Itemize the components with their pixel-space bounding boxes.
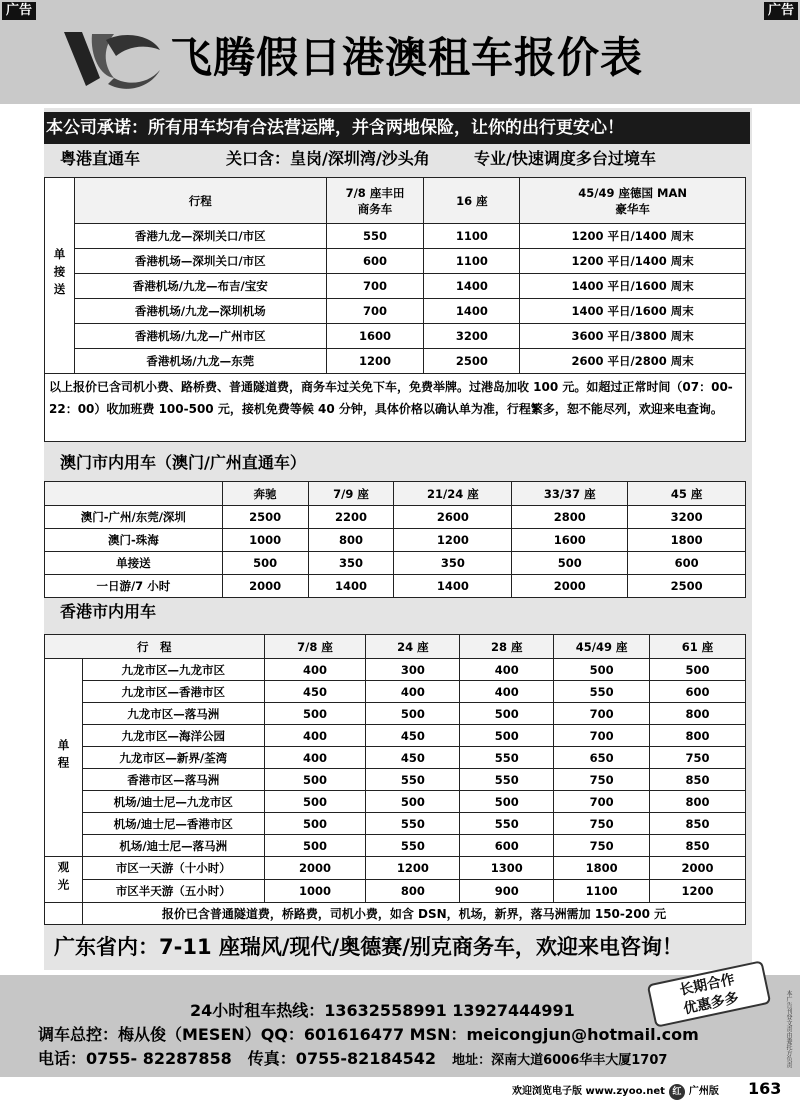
hotline: 24小时租车热线：13632558991 13927444991 [190, 1001, 575, 1020]
logo-icon [56, 26, 166, 92]
promise-banner: 本公司承诺：所有用车均有合法营运牌，并含两地保险，让你的出行更安心！ [44, 112, 750, 144]
side-label: 单接送 [45, 178, 75, 374]
hongkong-note: 报价已含普通隧道费，桥路费，司机小费，如含 DSN，机场，新界，落马洲需加 150-200 元 [82, 903, 745, 925]
table-row: 市区半天游（五小时） 1000 800 900 1100 1200 [45, 880, 746, 903]
table-row: 九龙市区—落马洲 500 500 500 700 800 [45, 703, 746, 725]
table-row: 单程 九龙市区—九龙市区 400 300 400 500 500 [45, 659, 746, 681]
crossborder-price-table [44, 177, 746, 374]
section-crossborder-service: 专业/快速调度多台过境车 [474, 149, 656, 168]
ad-label-left: 广告 [2, 2, 36, 20]
table-header-row [45, 178, 746, 224]
address: 地址：深南大道6006华丰大厦1707 [452, 1053, 668, 1068]
column-header: 16 座 [424, 178, 520, 224]
table-row: 香港机场—深圳关口/市区 600 1100 1200 平日/1400 周末 [45, 249, 746, 274]
crossborder-notes: 以上报价已含司机小费、路桥费、普通隧道费，商务车过关免下车，免费举牌。过港岛加收 100 元。如超过正常时间（07：00-22：00）收加班费 100-500 元，接机免费等候 40 分钟，具体价格以确认单为准，行程繁多，恕不能尽列，欢迎来电查询。 [44, 374, 746, 442]
table-header-row: 行 程 7/8 座 24 座 28 座 45/49 座 61 座 [45, 635, 746, 659]
promo-stamp: 长期合作 优惠多多 [647, 960, 772, 1028]
page-number: 163 [748, 1079, 782, 1098]
table-row: 观光 市区一天游（十小时） 2000 1200 1300 1800 2000 [45, 857, 746, 880]
table-row: 香港机场/九龙—广州市区 1600 3200 3600 平日/3800 周末 [45, 324, 746, 349]
table-row: 一日游/7 小时 2000 1400 1400 2000 2500 [45, 575, 746, 598]
table-row: 九龙市区—新界/荃湾 400 450 550 650 750 [45, 747, 746, 769]
table-row: 澳门-珠海 1000 800 1200 1600 1800 [45, 529, 746, 552]
section-macau-title: 澳门市内用车（澳门/广州直通车） [60, 453, 306, 472]
table-row: 九龙市区—海洋公园 400 450 500 700 800 [45, 725, 746, 747]
table-row: 香港九龙—深圳关口/市区 550 1100 1200 平日/1400 周末 [45, 224, 746, 249]
header-banner [0, 0, 800, 104]
table-row: 香港机场/九龙—布吉/宝安 700 1400 1400 平日/1600 周末 [45, 274, 746, 299]
column-header: 45/49 座德国 MAN 豪华车 [520, 178, 746, 224]
section-hongkong-title: 香港市内用车 [60, 602, 157, 621]
table-row: 香港市区—落马洲 500 550 550 750 850 [45, 769, 746, 791]
side-label: 观光 [45, 857, 83, 903]
table-row: 澳门-广州/东莞/深圳 2500 2200 2600 2800 3200 [45, 506, 746, 529]
side-disclaimer: 本广告刊登文责由委托方负责 [785, 990, 792, 1068]
ad-label-right: 广告 [764, 2, 798, 20]
page-title: 飞腾假日港澳租车报价表 [170, 33, 644, 82]
table-header-row: 奔驰 7/9 座 21/24 座 33/37 座 45 座 [45, 482, 746, 506]
table-row: 机场/迪士尼—落马洲 500 550 600 750 850 [45, 835, 746, 857]
section-crossborder-title: 粤港直通车 [60, 149, 141, 168]
side-label: 单程 [45, 659, 83, 857]
table-note-row [45, 903, 746, 925]
phone-fax: 电话：0755- 82287858 传真：0755-82184542 地址：深南大道6006华丰大厦1707 [38, 1049, 668, 1068]
macau-price-table [44, 481, 746, 598]
guangdong-notice: 广东省内：7-11 座瑞风/现代/奥德赛/别克商务车，欢迎来电咨询！ [54, 935, 683, 959]
table-row: 单接送 500 350 350 500 600 [45, 552, 746, 575]
table-row: 香港机场/九龙—深圳机场 700 1400 1400 平日/1600 周末 [45, 299, 746, 324]
table-row: 机场/迪士尼—香港市区 500 550 550 750 850 [45, 813, 746, 835]
table-row: 香港机场/九龙—东莞 1200 2500 2600 平日/2800 周末 [45, 349, 746, 374]
column-header: 7/8 座丰田 商务车 [326, 178, 424, 224]
column-header: 行程 [74, 178, 326, 224]
edition-badge-icon: 红 [669, 1084, 685, 1100]
table-row: 机场/迪士尼—九龙市区 500 500 500 700 800 [45, 791, 746, 813]
table-row: 九龙市区—香港市区 450 400 400 550 600 [45, 681, 746, 703]
section-crossborder-ports: 关口含：皇岗/深圳湾/沙头角 [226, 149, 430, 168]
dispatch-contact: 调车总控：梅从俊（MESEN）QQ：601616477 MSN：meicongjun@hotmail.com [38, 1025, 699, 1044]
page-footer: 欢迎浏览电子版 www.zyoo.net 红 广州版 [512, 1082, 719, 1100]
hongkong-price-table [44, 634, 746, 925]
